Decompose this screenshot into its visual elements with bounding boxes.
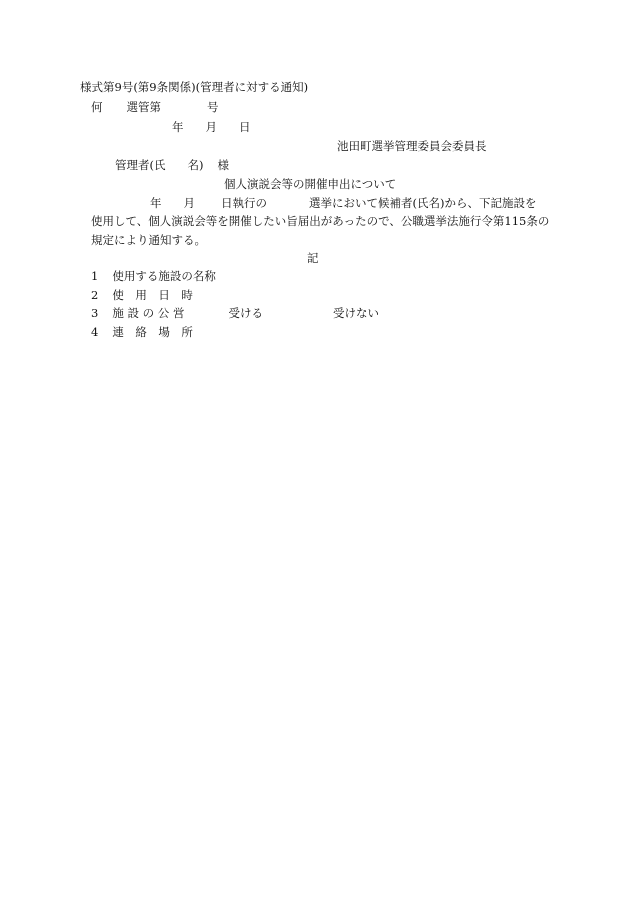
number-line-part1: 何 [91, 100, 103, 114]
addressee-part1: 管理者(氏 [115, 158, 166, 172]
body-line-3: 規定により通知する。 [91, 233, 206, 247]
ki-marker: 記 [307, 251, 319, 265]
body-line-2: 使用して、個人演説会等を開催したい旨届出があったので、公職選挙法施行令第115条の [91, 214, 550, 228]
date-month: 月 [205, 120, 217, 134]
addressee-line [115, 157, 229, 173]
date-day: 日 [239, 120, 251, 134]
addressee-part2: 名) [187, 158, 204, 172]
date-line [172, 119, 251, 135]
number-line-part2: 選管第 [126, 100, 161, 114]
sender: 池田町選挙管理委員会委員長 [337, 139, 487, 153]
body-day: 日執行の [221, 196, 267, 210]
item-label: 使用する施設の名称 [112, 269, 216, 283]
item-number: 1 [91, 269, 99, 283]
item-label: 施 設 の 公 営 [112, 306, 185, 320]
body-month: 月 [183, 196, 195, 210]
addressee-part3: 様 [217, 158, 229, 172]
list-item [91, 287, 193, 303]
list-item [91, 305, 379, 321]
item-number: 2 [91, 288, 99, 302]
number-line [91, 99, 219, 115]
item-number: 4 [91, 325, 99, 339]
item-label: 使 用 日 時 [112, 288, 193, 302]
body-year: 年 [150, 196, 162, 210]
option-not-receive: 受けない [332, 306, 379, 320]
option-receive: 受ける [228, 306, 263, 320]
item-label: 連 絡 場 所 [112, 325, 193, 339]
list-item [91, 324, 193, 340]
number-line-part3: 号 [207, 100, 219, 114]
body-line-1 [150, 195, 536, 211]
body-rest: 選挙において候補者(氏名)から、下記施設を [309, 196, 537, 210]
list-item [91, 268, 216, 284]
date-year: 年 [172, 120, 184, 134]
subject: 個人演説会等の開催申出について [224, 177, 397, 191]
form-header: 様式第9号(第9条関係)(管理者に対する通知) [80, 80, 309, 94]
item-number: 3 [91, 306, 99, 320]
